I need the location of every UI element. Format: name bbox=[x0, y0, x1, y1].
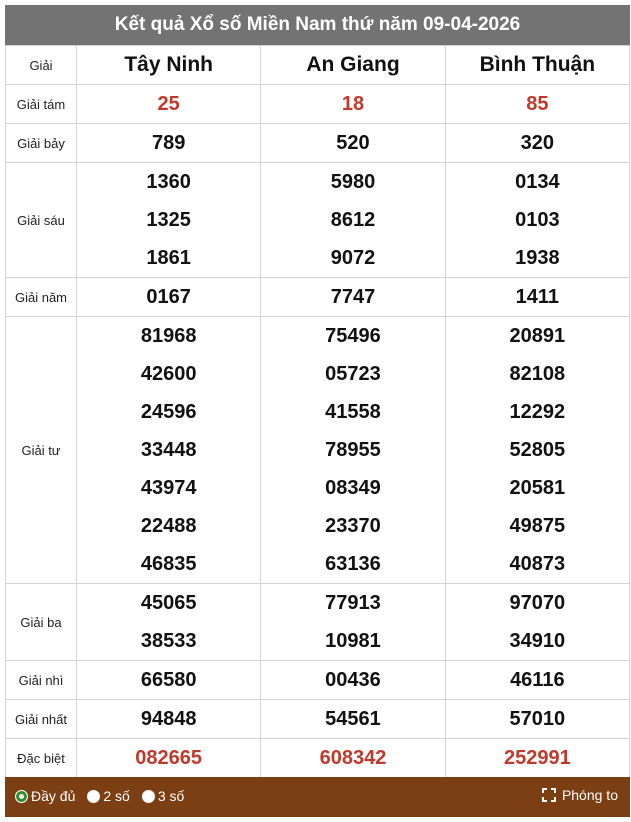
display-option[interactable] bbox=[142, 788, 184, 804]
prize-row bbox=[6, 317, 630, 584]
prize-cell bbox=[261, 739, 445, 778]
prize-number: 8612 bbox=[330, 209, 376, 231]
prize-number: 38533 bbox=[140, 630, 197, 652]
prize-number: 75496 bbox=[325, 325, 381, 347]
prize-number: 63136 bbox=[325, 553, 381, 575]
prize-cell bbox=[77, 163, 261, 278]
prize-cell bbox=[261, 700, 445, 739]
prize-cell bbox=[445, 85, 629, 124]
prize-cell bbox=[77, 124, 261, 163]
prize-label: Giải năm bbox=[6, 278, 77, 317]
prize-number: 1861 bbox=[146, 247, 191, 269]
province-name: Tây Ninh bbox=[77, 46, 261, 85]
header-label: Giải bbox=[6, 46, 77, 85]
prize-number: 46835 bbox=[140, 553, 197, 575]
prize-number: 20891 bbox=[509, 325, 566, 347]
prize-cell bbox=[445, 700, 629, 739]
prize-cell bbox=[445, 739, 629, 778]
radio-icon[interactable] bbox=[142, 790, 155, 803]
display-option-label: 3 số bbox=[157, 788, 185, 804]
prize-number: 05723 bbox=[325, 363, 381, 385]
prize-number: 1360 bbox=[146, 171, 191, 193]
prize-number: 00436 bbox=[325, 669, 381, 691]
results-table bbox=[5, 45, 630, 778]
prize-cell bbox=[445, 584, 629, 661]
prize-cell bbox=[261, 661, 445, 700]
radio-icon[interactable] bbox=[15, 790, 28, 803]
expand-icon bbox=[542, 788, 556, 802]
header-row bbox=[6, 46, 630, 85]
prize-cell bbox=[77, 317, 261, 584]
prize-cell bbox=[445, 661, 629, 700]
radio-icon[interactable] bbox=[87, 790, 100, 803]
prize-label: Giải sáu bbox=[6, 163, 77, 278]
display-option[interactable] bbox=[87, 788, 129, 804]
prize-cell bbox=[261, 85, 445, 124]
prize-number: 49875 bbox=[509, 515, 566, 537]
prize-number: 82108 bbox=[509, 363, 566, 385]
display-options bbox=[15, 788, 190, 804]
prize-number: 20581 bbox=[509, 477, 566, 499]
prize-number: 0134 bbox=[515, 171, 560, 193]
prize-number: 22488 bbox=[140, 515, 197, 537]
prize-number: 1411 bbox=[515, 286, 560, 308]
prize-number: 34910 bbox=[509, 630, 566, 652]
prize-row bbox=[6, 85, 630, 124]
prize-number: 77913 bbox=[325, 592, 381, 614]
prize-number: 0167 bbox=[146, 286, 191, 308]
prize-number: 789 bbox=[151, 132, 186, 154]
prize-number: 97070 bbox=[509, 592, 566, 614]
prize-label: Đặc biệt bbox=[6, 739, 77, 778]
prize-number: 520 bbox=[336, 132, 370, 154]
prize-number: 08349 bbox=[325, 477, 381, 499]
prize-label: Giải nhì bbox=[6, 661, 77, 700]
prize-row bbox=[6, 278, 630, 317]
footer-bar bbox=[5, 777, 630, 817]
prize-cell bbox=[445, 124, 629, 163]
prize-row bbox=[6, 584, 630, 661]
prize-cell bbox=[261, 278, 445, 317]
prize-cell bbox=[261, 124, 445, 163]
prize-number: 54561 bbox=[325, 708, 381, 730]
prize-row bbox=[6, 163, 630, 278]
prize-number: 12292 bbox=[509, 401, 566, 423]
prize-number: 252991 bbox=[503, 747, 571, 769]
prize-number: 7747 bbox=[330, 286, 376, 308]
prize-number: 24596 bbox=[140, 401, 197, 423]
prize-cell bbox=[445, 278, 629, 317]
prize-cell bbox=[445, 163, 629, 278]
prize-cell bbox=[77, 739, 261, 778]
prize-row bbox=[6, 661, 630, 700]
prize-number: 81968 bbox=[140, 325, 197, 347]
prize-number: 5980 bbox=[330, 171, 376, 193]
prize-number: 320 bbox=[520, 132, 555, 154]
prize-cell bbox=[77, 85, 261, 124]
prize-number: 42600 bbox=[140, 363, 197, 385]
zoom-button[interactable] bbox=[542, 787, 618, 803]
prize-number: 23370 bbox=[325, 515, 381, 537]
prize-number: 66580 bbox=[140, 669, 197, 691]
prize-number: 45065 bbox=[140, 592, 197, 614]
prize-number: 33448 bbox=[140, 439, 197, 461]
display-option[interactable] bbox=[15, 788, 75, 804]
prize-label: Giải tư bbox=[6, 317, 77, 584]
prize-number: 0103 bbox=[515, 209, 560, 231]
prize-number: 85 bbox=[526, 93, 549, 115]
prize-number: 46116 bbox=[510, 669, 565, 691]
display-option-label: Đầy đủ bbox=[31, 788, 76, 804]
prize-cell bbox=[261, 317, 445, 584]
prize-cell bbox=[77, 584, 261, 661]
prize-number: 18 bbox=[341, 93, 365, 115]
page-title: Kết quả Xổ số Miền Nam thứ năm 09-04-2026 bbox=[5, 5, 630, 45]
zoom-label: Phóng to bbox=[561, 787, 618, 803]
prize-cell bbox=[77, 278, 261, 317]
prize-number: 78955 bbox=[325, 439, 381, 461]
province-name: An Giang bbox=[261, 46, 445, 85]
prize-number: 57010 bbox=[509, 708, 566, 730]
prize-number: 94848 bbox=[140, 708, 197, 730]
prize-label: Giải bảy bbox=[6, 124, 77, 163]
prize-label: Giải nhất bbox=[6, 700, 77, 739]
prize-number: 40873 bbox=[509, 553, 566, 575]
results-panel bbox=[5, 5, 630, 778]
prize-row bbox=[6, 700, 630, 739]
prize-number: 1938 bbox=[515, 247, 560, 269]
prize-number: 43974 bbox=[140, 477, 197, 499]
prize-row bbox=[6, 124, 630, 163]
prize-number: 608342 bbox=[319, 747, 387, 769]
prize-row bbox=[6, 739, 630, 778]
prize-number: 41558 bbox=[325, 401, 381, 423]
prize-cell bbox=[445, 317, 629, 584]
prize-number: 1325 bbox=[146, 209, 191, 231]
prize-label: Giải ba bbox=[6, 584, 77, 661]
prize-number: 082665 bbox=[135, 747, 203, 769]
prize-label: Giải tám bbox=[6, 85, 77, 124]
prize-cell bbox=[77, 661, 261, 700]
prize-cell bbox=[261, 584, 445, 661]
prize-cell bbox=[77, 700, 261, 739]
prize-number: 52805 bbox=[509, 439, 566, 461]
prize-number: 10981 bbox=[325, 630, 381, 652]
prize-number: 25 bbox=[157, 93, 180, 115]
display-option-label: 2 số bbox=[103, 788, 130, 804]
prize-number: 9072 bbox=[330, 247, 376, 269]
province-name: Bình Thuận bbox=[445, 46, 629, 85]
prize-cell bbox=[261, 163, 445, 278]
